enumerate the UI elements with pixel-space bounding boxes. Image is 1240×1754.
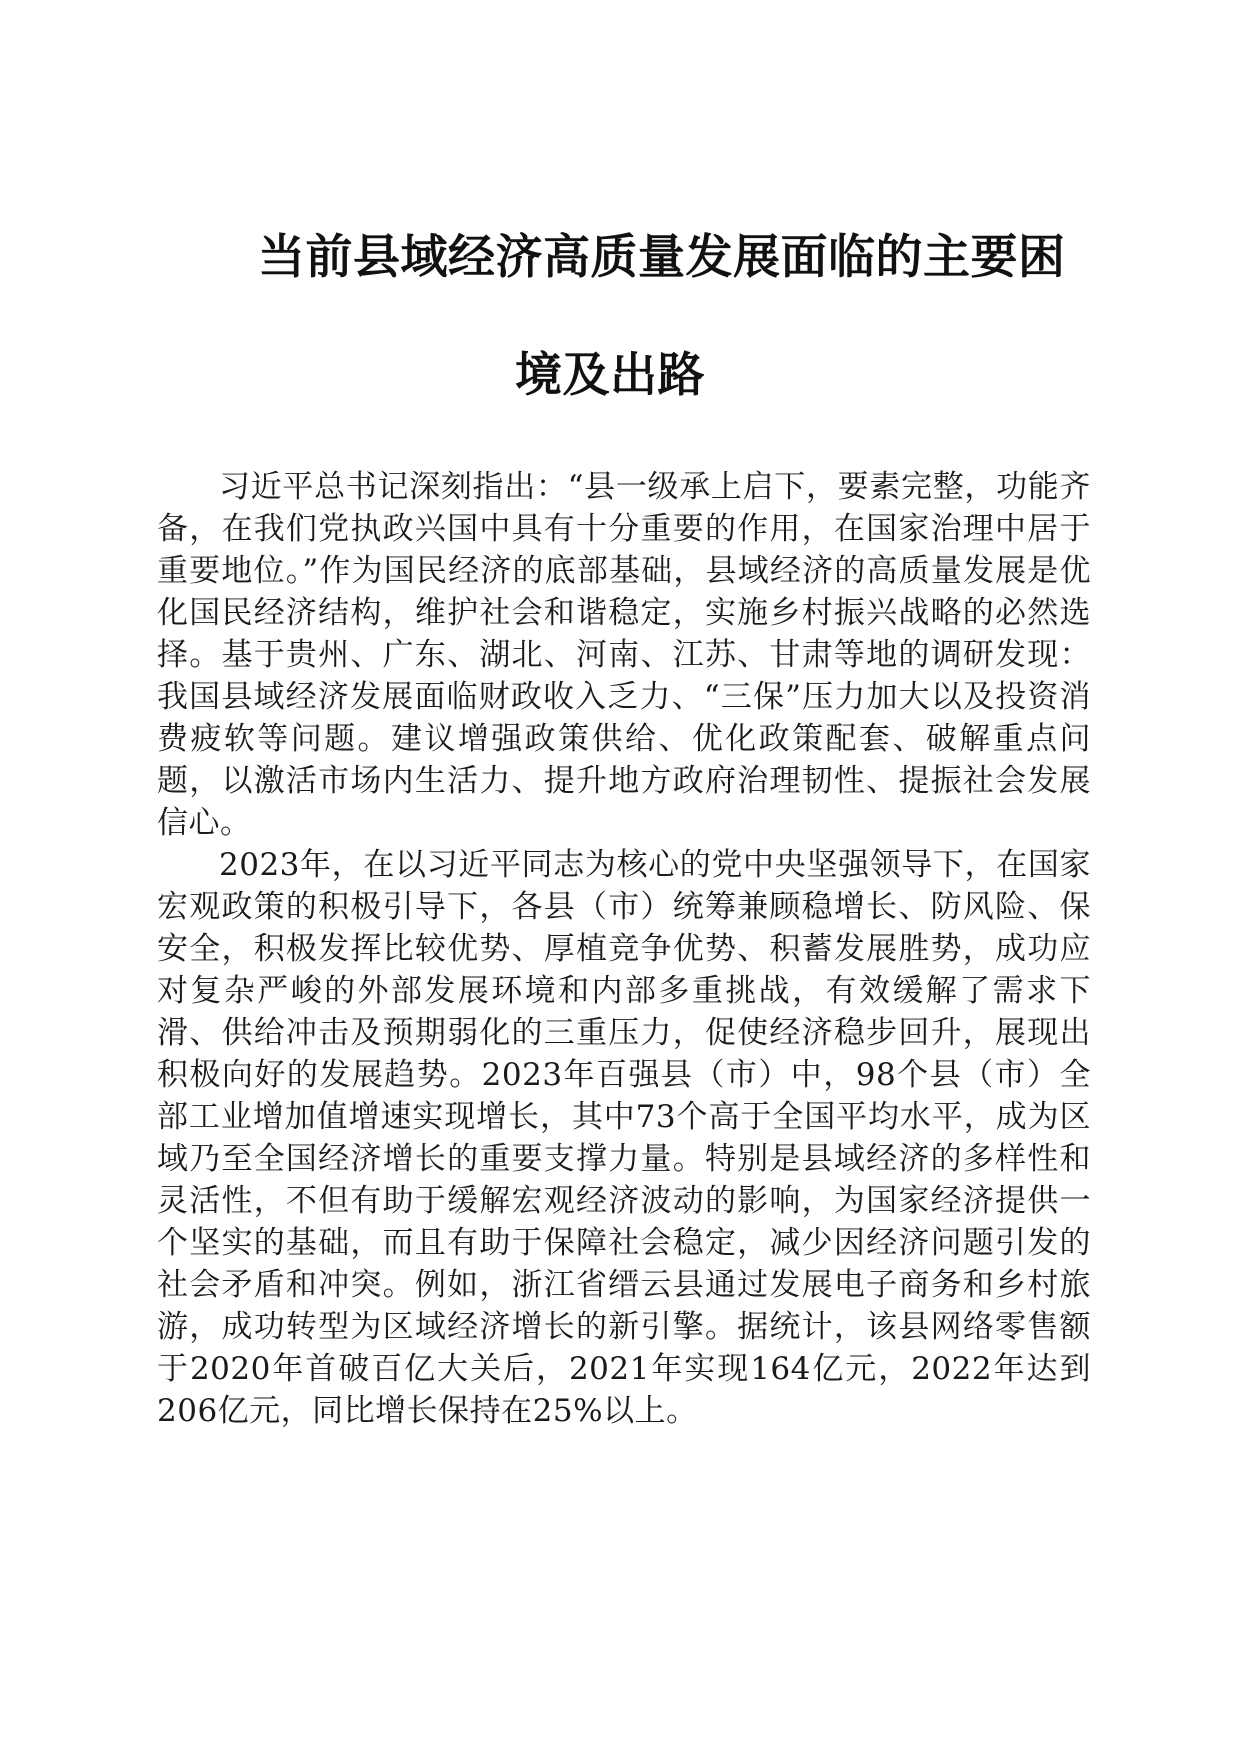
paragraph-2: 2023年，在以习近平同志为核心的党中央坚强领导下，在国家宏观政策的积极引导下，各县（市）统筹兼顾稳增长、防风险、保安全，积极发挥比较优势、厚植竞争优势、积蓄发展胜势，成功应对复杂严峻的外部发展环境和内部多重挑战，有效缓解了需求下滑、供给冲击及预期弱化的三重压力，促使经济稳步回升，展现出积极向好的发展趋势。2023年百强县（市）中，98个县（市）全部工业增加值增速实现增长，其中73个高于全国平均水平，成为区域乃至全国经济增长的重要支撑力量。特别是县域经济的多样性和灵活性，不但有助于缓解宏观经济波动的影响，为国家经济提供一个坚实的基础，而且有助于保障社会稳定，减少因经济问题引发的社会矛盾和冲突。例如，浙江省缙云县通过发展电子商务和乡村旅游，成功转型为区域经济增长的新引擎。据统计，该县网络零售额于2020年首破百亿大关后，2021年实现164亿元，2022年达到206亿元，同比增长保持在25%以上。 (157, 847, 1091, 1429)
document-title-line-2: 境及出路 (515, 348, 705, 403)
document-title-line-1: 当前县域经济高质量发展面临的主要困 (258, 230, 1066, 285)
document-body (157, 466, 1091, 1432)
paragraph-1: 习近平总书记深刻指出：“县一级承上启下，要素完整，功能齐备，在我们党执政兴国中具有十分重要的作用，在国家治理中居于重要地位。”作为国民经济的底部基础，县域经济的高质量发展是优化国民经济结构，维护社会和谐稳定，实施乡村振兴战略的必然选择。基于贵州、广东、湖北、河南、江苏、甘肃等地的调研发现：我国县域经济发展面临财政收入乏力、“三保”压力加大以及投资消费疲软等问题。建议增强政策供给、优化政策配套、破解重点问题，以激活市场内生活力、提升地方政府治理韧性、提振社会发展信心。 (157, 469, 1091, 841)
